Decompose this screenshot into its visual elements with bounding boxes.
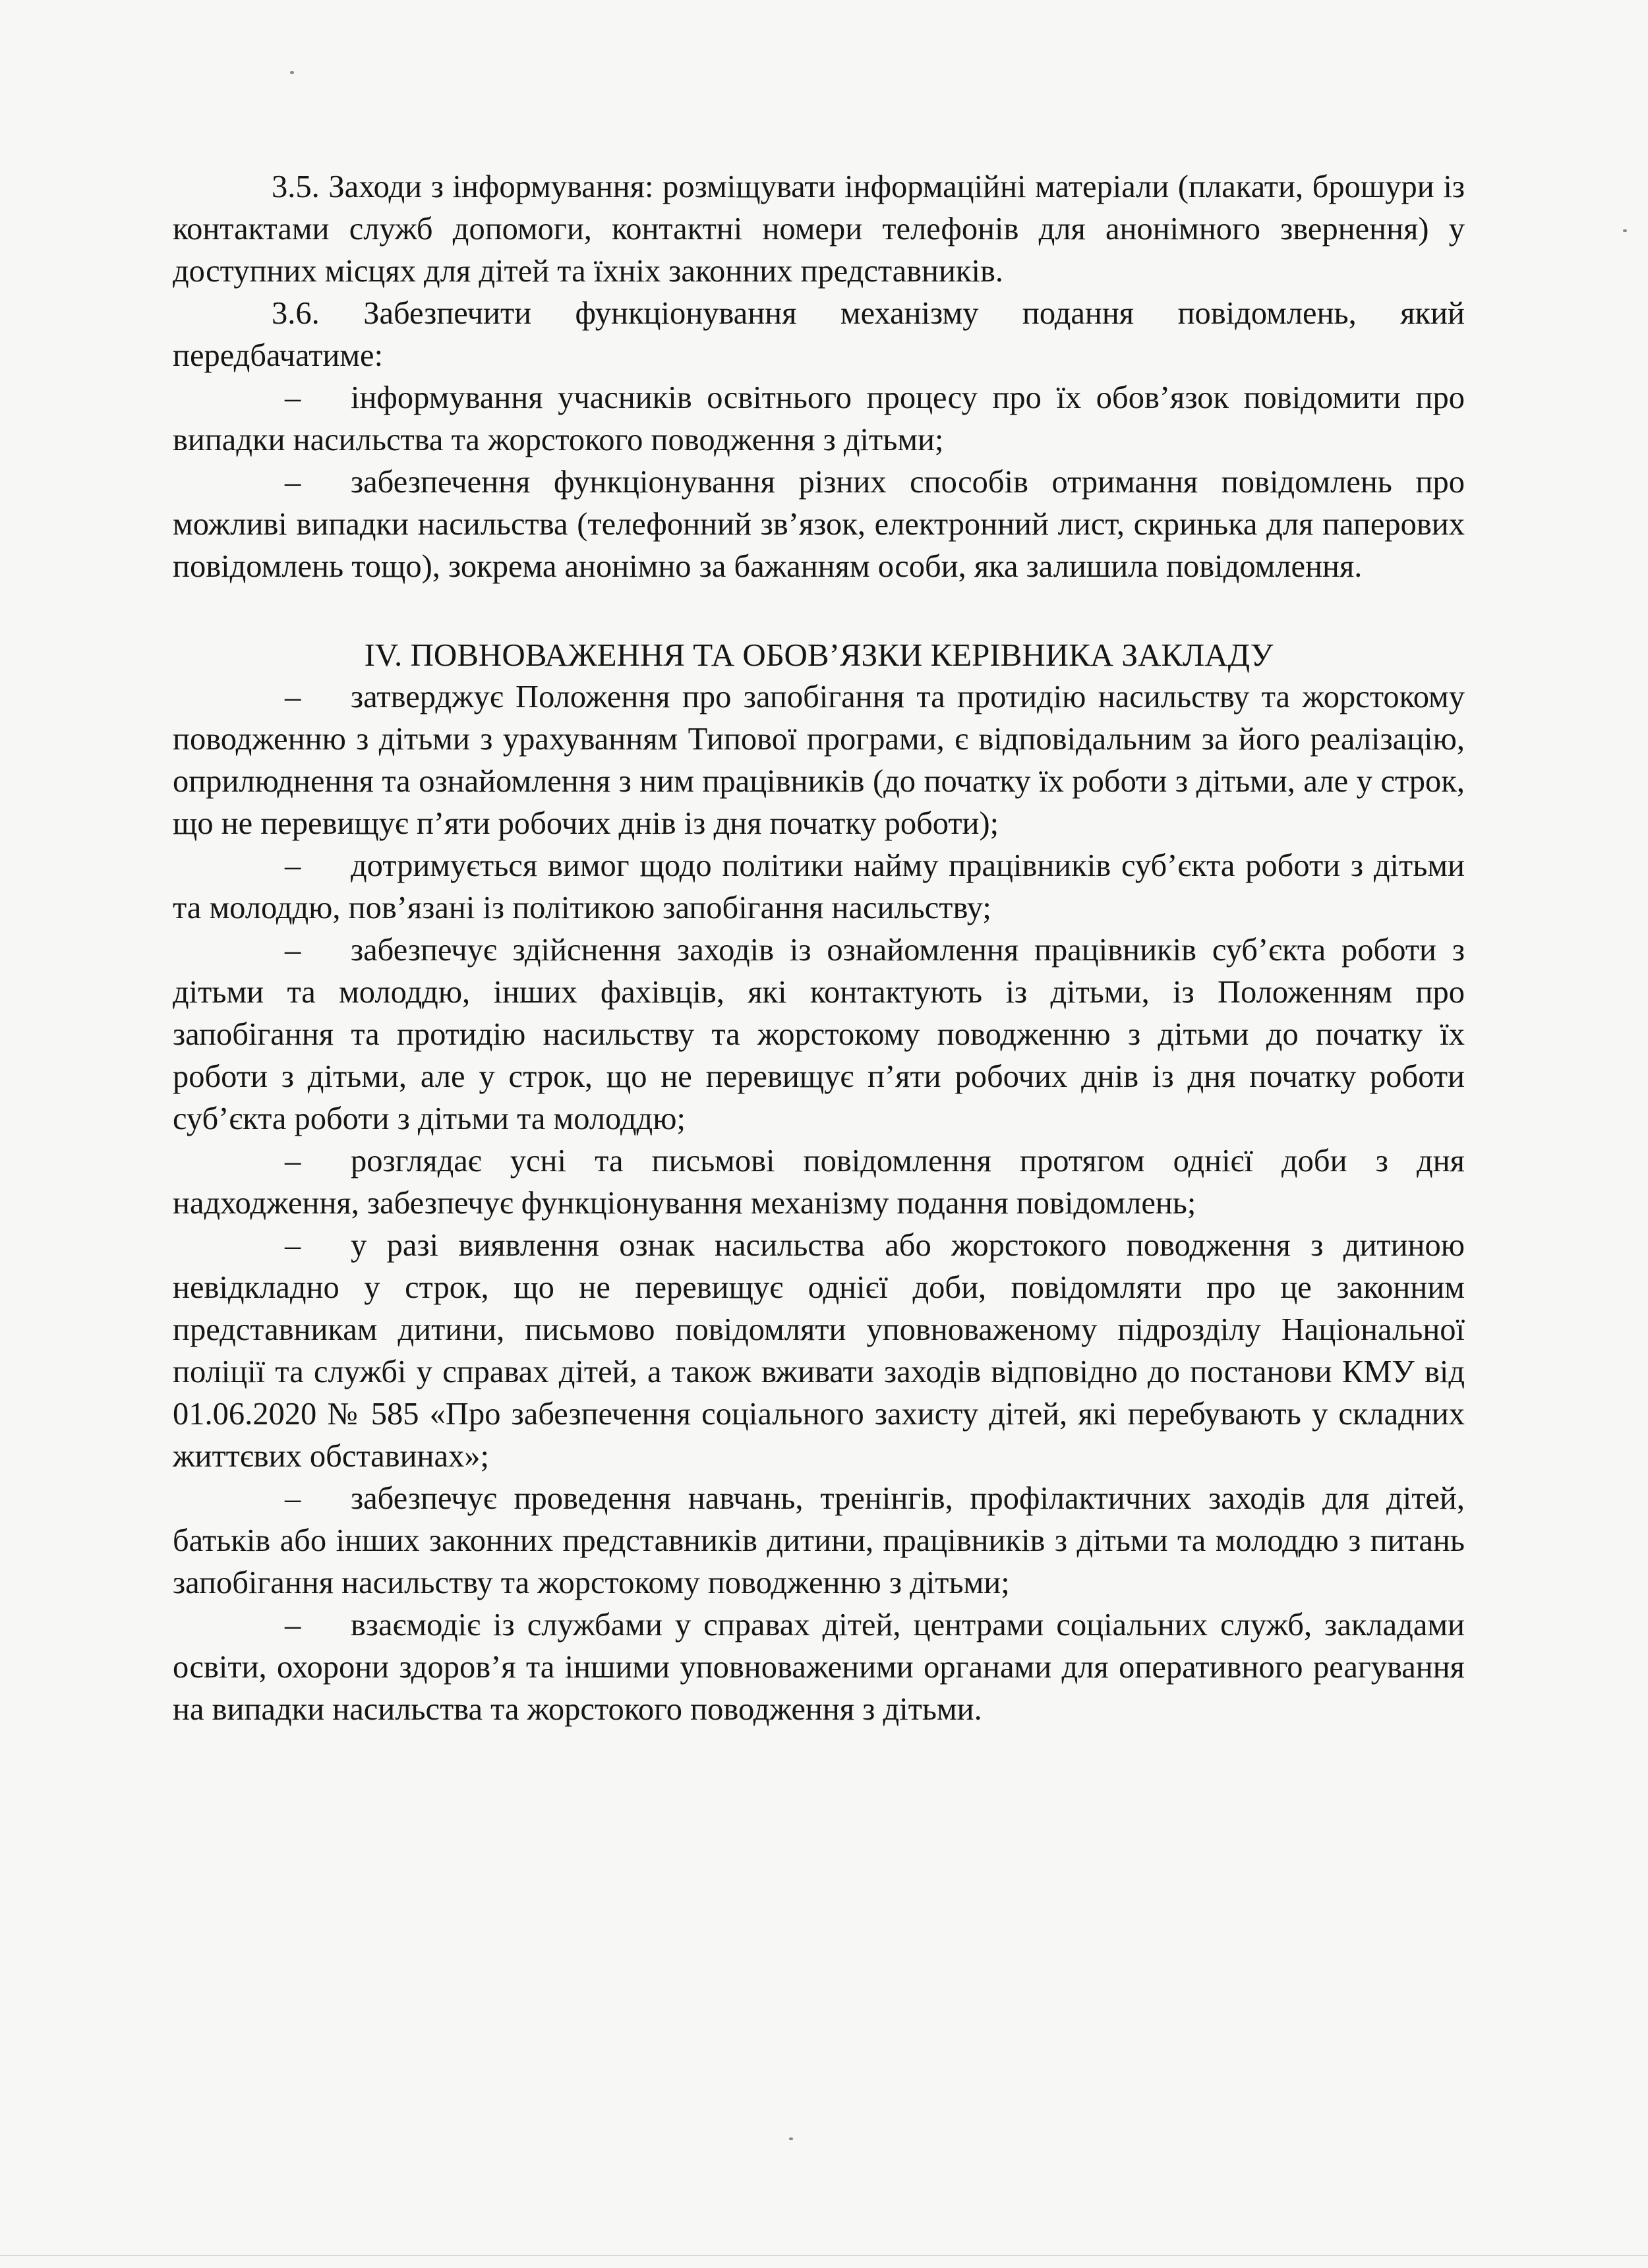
list-item-text: дотримується вимог щодо політики найму працівників суб’єкта роботи з дітьми та молоддю, пов’язані із політикою запобігання насильству; <box>173 848 1465 925</box>
dash-marker: – <box>285 848 301 883</box>
section-heading: IV. ПОВНОВАЖЕННЯ ТА ОБОВ’ЯЗКИ КЕРІВНИКА ЗАКЛАДУ <box>364 637 1274 673</box>
dash-marker: – <box>285 1481 301 1516</box>
dash-marker: – <box>285 1228 301 1263</box>
list-item <box>173 1604 1465 1731</box>
list-item-text: забезпечує проведення навчань, тренінгів, профілактичних заходів для дітей, батьків або інших законних представників дитини, працівників з дітьми та молоддю з питань запобігання насильству та жорстокому поводженню з дітьми; <box>173 1481 1465 1600</box>
list-item <box>173 1478 1465 1604</box>
list-item <box>173 377 1465 461</box>
dash-marker: – <box>285 933 301 968</box>
dash-marker: – <box>285 1144 301 1178</box>
list-item <box>173 1140 1465 1225</box>
list-item-text: забезпечення функціонування різних способів отримання повідомлень про можливі випадки насильства (телефонний зв’язок, електронний лист, скринька для паперових повідомлень тощо), зокрема анонімно за бажанням особи, яка залишила повідомлення. <box>173 465 1465 584</box>
list-item-text: інформування учасників освітнього процесу про їх обов’язок повідомити про випадки насильства та жорстокого поводження з дітьми; <box>173 380 1465 457</box>
list-item <box>173 845 1465 929</box>
list-item <box>173 461 1465 588</box>
list-item <box>173 676 1465 845</box>
dash-marker: – <box>285 465 301 500</box>
list-item <box>173 929 1465 1140</box>
list-item-text: затверджує Положення про запобігання та протидію насильству та жорстокому поводженню з дітьми з урахуванням Типової програми, є відповідальним за його реалізацію, оприлюднення та ознайомлення з ним працівників (до початку їх роботи з дітьми, але у строк, що не перевищує п’яти робочих днів із дня початку роботи); <box>173 680 1465 841</box>
dash-marker: – <box>285 680 301 714</box>
paragraph-3-5: 3.5. Заходи з інформування: розміщувати інформаційні матеріали (плакати, брошури із контактами служб допомоги, контактні номери телефонів для анонімного звернення) у доступних місцях для дітей та їхніх законних представників. <box>173 169 1465 289</box>
list-item-text: забезпечує здійснення заходів із ознайомлення працівників суб’єкта роботи з дітьми та молоддю, інших фахівців, які контактують із дітьми, із Положенням про запобігання та протидію насильству та жорстокому поводженню з дітьми до початку їх роботи з дітьми, але у строк, що не перевищує п’яти робочих днів із дня початку роботи суб’єкта роботи з дітьми та молоддю; <box>173 933 1465 1136</box>
dash-marker: – <box>285 380 301 415</box>
dash-marker: – <box>285 1608 301 1643</box>
list-item-text: розглядає усні та письмові повідомлення протягом однієї доби з дня надходження, забезпечує функціонування механізму подання повідомлень; <box>173 1144 1465 1221</box>
document-page <box>173 166 1465 1731</box>
list-item <box>173 1225 1465 1478</box>
scan-bottom-edge <box>0 2255 1648 2256</box>
scan-speck <box>789 2137 793 2140</box>
paragraph-3-6: 3.6. Забезпечити функціонування механізму подання повідомлень, який передбачатиме: <box>173 296 1465 373</box>
list-item-text: взаємодіє із службами у справах дітей, центрами соціальних служб, закладами освіти, охорони здоров’я та іншими уповноваженими органами для оперативного реагування на випадки насильства та жорстокого поводження з дітьми. <box>173 1608 1465 1727</box>
list-item-text: у разі виявлення ознак насильства або жорстокого поводження з дитиною невідкладно у строк, що не перевищує однієї доби, повідомляти про це законним представникам дитини, письмово повідомляти уповноваженому підрозділу Національної поліції та службі у справах дітей, а також вживати заходів відповідно до постанови КМУ від 01.06.2020 № 585 «Про забезпечення соціального захисту дітей, які перебувають у складних життєвих обставинах»; <box>173 1228 1465 1474</box>
scan-speck <box>290 71 294 74</box>
scan-speck <box>1623 229 1627 232</box>
